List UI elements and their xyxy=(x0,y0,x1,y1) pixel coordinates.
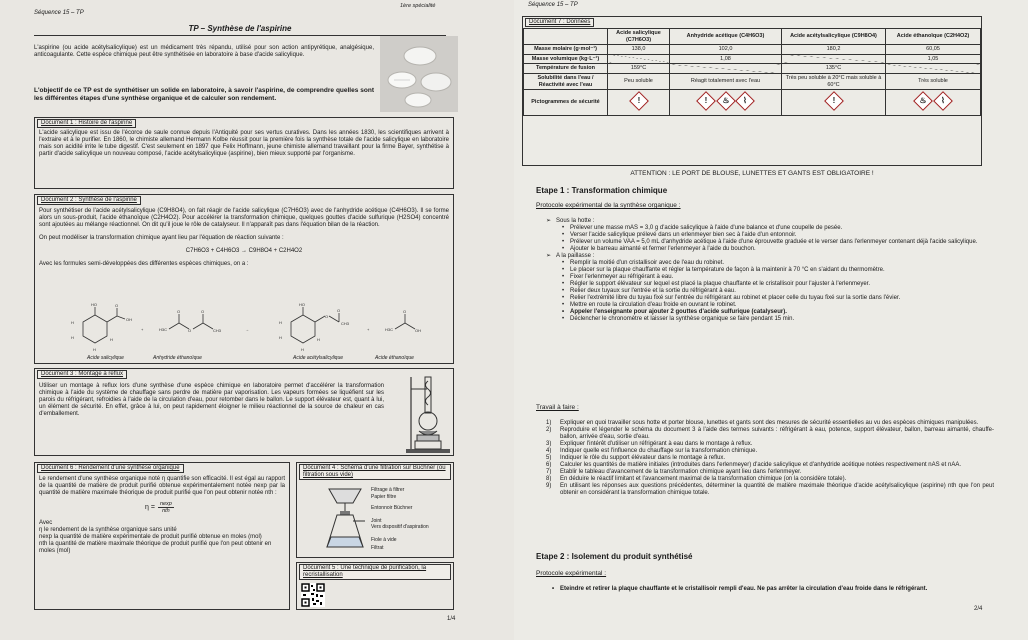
svg-text:OH: OH xyxy=(415,328,421,333)
table-header-cell: Acide salicylique (C7H6O3) xyxy=(608,29,670,45)
row-label: Température de fusion xyxy=(524,64,608,74)
question-item: 8) En déduire le réactif limitant et l'avancement maximal de la transformation chimique (on la considère totale). xyxy=(546,476,847,482)
table-header-cell xyxy=(524,29,608,45)
sequence-label: Séquence 15 – TP xyxy=(528,2,578,8)
document-1-label: Document 1 : Histoire de l'aspirine xyxy=(37,119,136,128)
svg-text:O: O xyxy=(337,308,341,313)
table-row xyxy=(524,64,981,74)
flame-hazard-icon: ♨ xyxy=(716,91,736,111)
document-2-text: Pour synthétiser de l'acide acétylsalicylique (C9H8O4), on fait réagir de l'acide salicylique (C7H6O3) avec de l'anhydride acétique (C4H6O3). Il se forme alors un sous-produit, l'acide éthanoïque (C2H4O2). Pour accélérer la transformation chimique, quelques gouttes d'acide sulfurique (H2SO4) concentré sont ajoutées au mélange réactionnel. On dit qu'il joue le rôle de catalyseur. Il n'apparaît pas dans l'équation bilan de la réaction. xyxy=(39,208,449,228)
question-item: 3) Expliquer l'intérêt d'utiliser un réfrigérant à eau dans le montage à reflux. xyxy=(546,441,753,447)
level-label: 1ère spécialité xyxy=(400,3,436,9)
row-label: Masse molaire (g·mol⁻¹) xyxy=(524,45,608,55)
buchner-legend-5: Vers dispositif d'aspiration xyxy=(371,524,429,530)
pictogram-cell xyxy=(670,90,782,116)
svg-text:+: + xyxy=(367,327,370,332)
question-item: 2) Reproduire et légender le schéma du document 3 à l'aide des termes suivants : réfrigérant à eau, potence, support élévateur, ballon, barreau aimanté, chauffe-ballon, arrivée d'eau, sortie d'eau. xyxy=(546,427,994,440)
list-item: • Fixer l'erlenmeyer au réfrigérant à eau. xyxy=(570,274,994,281)
objective-text: L'objectif de ce TP est de synthétiser un solide en laboratoire, à savoir l'aspirine, de comprendre quelles sont les différentes étapes d'une synthèse organique et de calculer son rendement. xyxy=(34,87,374,102)
list-item: • Mettre en route la circulation d'eau froide en ouvrant le robinet. xyxy=(570,302,994,309)
buchner-legend-3: Entonnoir Büchner xyxy=(371,505,413,511)
svg-text:+: + xyxy=(141,327,144,332)
buchner-filtration-diagram xyxy=(323,485,367,555)
list-item: • Relier l'extrémité libre du tuyau fixé sur l'entrée du réfrigérant au robinet et placer celle du tuyau fixé sur la sortie dans l'évier. xyxy=(570,295,994,302)
list-item: • Ajouter le barreau aimanté et fermer l'erlenmeyer à l'aide du bouchon. xyxy=(570,246,994,253)
table-cell: 159°C xyxy=(608,64,670,74)
document-3 xyxy=(34,368,454,456)
list-item: • Eteindre et retirer la plaque chauffante et le cristallisoir rempli d'eau. Ne pas arrêter la circulation d'eau froide dans le réfrigérant. xyxy=(560,586,986,593)
document-4 xyxy=(296,462,454,558)
svg-text:H: H xyxy=(279,335,282,340)
document-6-def-3: nth la quantité de matière maximale théorique de produit purifié que l'on peut obtenir en moles (mol) xyxy=(39,541,272,554)
document-3-label: Document 3 : Montage à reflux xyxy=(37,370,127,379)
list-item: • Appeler l'enseignante pour ajouter 2 gouttes d'acide sulfurique (catalyseur). xyxy=(570,309,994,316)
mol-label-4: Acide éthanoïque xyxy=(375,355,414,361)
svg-text:H3C: H3C xyxy=(159,327,168,332)
pictogram-cell xyxy=(608,90,670,116)
svg-text:H: H xyxy=(279,320,282,325)
exclamation-hazard-icon: ! xyxy=(696,91,716,111)
qr-code-icon[interactable] xyxy=(301,583,325,607)
formula-numerator: nexp xyxy=(159,501,172,507)
intro-text: L'aspirine (ou acide acétylsalicylique) est un médicament très répandu, utilisé pour son action antipyrétique, analgésique, anticoagulante. Cette espèce chimique peut être synthétisée en laboratoire à base d'acide salicylique. xyxy=(34,45,374,58)
list-item: • Prélever un volume VAA = 5,0 mL d'anhydride acétique à l'aide d'une éprouvette graduée et le verser dans l'erlenmeyer contenant déjà l'acide salicylique. xyxy=(570,239,994,246)
row-label: Pictogrammes de sécurité xyxy=(524,90,608,116)
table-cell: Très soluble xyxy=(886,73,981,89)
etape-1-title: Etape 1 : Transformation chimique xyxy=(536,186,668,195)
document-6-def-2: nexp la quantité de matière expérimentale de produit purifié obtenue en moles (mol) xyxy=(39,534,262,540)
document-2-model: On peut modéliser la transformation chimique ayant lieu par l'équation de réaction suivante : xyxy=(39,235,284,241)
hotte-heading: ➢ Sous la hotte : xyxy=(546,218,994,225)
corrosive-hazard-icon: ⌇ xyxy=(933,91,953,111)
document-7 xyxy=(522,16,982,166)
svg-text:O: O xyxy=(325,314,329,319)
svg-text:HO: HO xyxy=(91,302,97,307)
svg-text:CH3: CH3 xyxy=(213,328,222,333)
aspirin-pills-image xyxy=(380,36,458,112)
svg-text:H3C: H3C xyxy=(385,327,394,332)
table-cell: 1,05 xyxy=(886,54,981,64)
question-item: 1) Expliquer en quoi travailler sous hotte et porter blouse, lunettes et gants sont des mesures de sécurité essentielles au vu des espèces chimiques manipulées. xyxy=(546,420,979,426)
document-7-label: Document 7 : Données xyxy=(525,18,594,27)
document-1 xyxy=(34,117,454,189)
travail-heading: Travail à faire : xyxy=(536,404,579,411)
document-5-label: Document 5 : Une technique de purification, la recristallisation xyxy=(299,564,451,580)
svg-text:O: O xyxy=(177,309,181,314)
data-table xyxy=(523,28,981,116)
table-cell: 1,08 xyxy=(670,54,782,64)
pictogram-cell xyxy=(886,90,981,116)
table-row xyxy=(524,90,981,116)
flame-hazard-icon: ♨ xyxy=(913,91,933,111)
svg-text:O: O xyxy=(115,303,119,308)
row-label: Masse volumique (kg·L⁻¹) xyxy=(524,54,608,64)
table-cell: Réagit totalement avec l'eau xyxy=(670,73,782,89)
buchner-legend-6: Fiole à vide xyxy=(371,537,397,543)
yield-formula xyxy=(145,501,289,514)
svg-text:H: H xyxy=(301,347,304,352)
document-5 xyxy=(296,562,454,610)
list-item: • Relier deux tuyaux sur l'entrée et la sortie du réfrigérant à eau. xyxy=(570,288,994,295)
list-item: • Déclencher le chronomètre et laisser la synthèse organique se faire pendant 15 min. xyxy=(570,316,994,323)
question-item: 9) En utilisant les réponses aux questions précédentes, déterminer la quantité de matière maximale théorique d'acide acétylsalicylique (aspirine) nth que l'on peut obtenir en considérant la transformation chimique totale. xyxy=(546,483,994,496)
table-cell: 102,0 xyxy=(670,45,782,55)
questions-list xyxy=(536,420,994,497)
svg-text:O: O xyxy=(403,309,407,314)
table-cell: 135°C xyxy=(782,64,886,74)
table-header-cell: Acide acétylsalicylique (C9H8O4) xyxy=(782,29,886,45)
document-6-text: Le rendement d'une synthèse organique noté η quantifie son efficacité. Il est égal au rapport de la quantité de matière de produit purifié obtenue expérimentalement notée nexp par la quantité de matière maximale théorique de produit purifié que l'on peut obtenir notée nth : xyxy=(39,476,285,496)
attention-banner: ATTENTION : LE PORT DE BLOUSE, LUNETTES ET GANTS EST OBLIGATOIRE ! xyxy=(630,170,874,177)
document-6 xyxy=(34,462,290,610)
exclamation-hazard-icon: ! xyxy=(824,91,844,111)
mol-label-2: Anhydride éthanoïque xyxy=(153,355,202,361)
document-6-avec: Avec xyxy=(39,520,53,526)
document-3-text: Utiliser un montage à reflux lors d'une synthèse d'une espèce chimique en laboratoire permet d'accélérer la transformation chimique à l'aide du système de chauffage sans perdre de matière par vaporisation. Les vapeurs formées se liquéfient sur les parois du réfrigérant, refroidies à l'aide de la circulation d'eau, pour retomber dans le ballon. Le support élévateur est, quant à lui, un élément de sécurité. En effet, grâce à lui, on peut rapidement éloigner le milieu réactionnel de la source de chaleur en cas d'emballement. xyxy=(39,383,384,417)
row-label: Solubilité dans l'eau / Réactivité avec l'eau xyxy=(524,73,608,89)
table-cell: Peu soluble xyxy=(608,73,670,89)
question-item: 5) Indiquer le rôle du support élévateur dans le montage à reflux. xyxy=(546,455,726,461)
table-cell: 138,0 xyxy=(608,45,670,55)
svg-text:H: H xyxy=(110,337,113,342)
document-2 xyxy=(34,194,454,364)
document-4-label: Document 4 : Schéma d'une filtration sur Büchner (ou filtration sous vide) xyxy=(299,464,451,480)
mol-label-1: Acide salicylique xyxy=(87,355,124,361)
sequence-label: Séquence 15 – TP xyxy=(34,10,84,16)
list-item: • Remplir la moitié d'un cristallisoir avec de l'eau du robinet. xyxy=(570,260,994,267)
svg-text:H: H xyxy=(71,335,74,340)
question-item: 7) Etablir le tableau d'avancement de la transformation chimique ayant lieu dans l'erlenmeyer. xyxy=(546,469,802,475)
svg-text:H: H xyxy=(93,347,96,352)
page-right xyxy=(514,0,1028,640)
etape-2-list xyxy=(536,586,986,593)
list-item: • Verser l'acide salicylique prélevé dans un erlenmeyer bien sec à l'aide d'un entonnoir. xyxy=(570,232,994,239)
document-6-label: Document 6 : Rendement d'une synthèse organique xyxy=(37,464,184,473)
pictogram-cell xyxy=(782,90,886,116)
page-number: 2/4 xyxy=(974,606,983,612)
table-header-cell: Anhydride acétique (C4H6O3) xyxy=(670,29,782,45)
table-cell: Très peu soluble à 20°C mais soluble à 60°C xyxy=(782,73,886,89)
reaction-equation: C7H6O3 + C4H6O3 → C9H8O4 + C2H4O2 xyxy=(185,248,303,254)
document-2-label: Document 2 : Synthèse de l'aspirine xyxy=(37,196,141,205)
table-cell: 60,05 xyxy=(886,45,981,55)
exclamation-hazard-icon: ! xyxy=(629,91,649,111)
list-item: • Le placer sur la plaque chauffante et régler la température de façon à la maintenir à 70 °C en s'aidant du thermomètre. xyxy=(570,267,994,274)
question-item: 4) Indiquer quelle est l'influence du chauffage sur la transformation chimique. xyxy=(546,448,758,454)
buchner-legend-7: Filtrat xyxy=(371,545,384,551)
svg-text:H: H xyxy=(317,337,320,342)
table-cell-na xyxy=(670,64,782,74)
reflux-apparatus-diagram xyxy=(405,375,451,455)
formula-denominator: nth xyxy=(162,508,170,514)
page-title: TP – Synthèse de l'aspirine xyxy=(34,24,446,36)
svg-text:CH3: CH3 xyxy=(341,321,350,326)
corrosive-hazard-icon: ⌇ xyxy=(735,91,755,111)
etape-1-steps xyxy=(546,218,994,323)
svg-text:O: O xyxy=(201,309,205,314)
table-cell-na xyxy=(608,54,670,64)
list-item: • Prélever une masse mAS = 3,0 g d'acide salicylique à l'aide d'une balance et d'une coupelle de pesée. xyxy=(570,225,994,232)
svg-text:HO: HO xyxy=(299,302,305,307)
svg-text:→: → xyxy=(245,327,249,332)
table-header-row xyxy=(524,29,981,45)
buchner-legend-4: Joint xyxy=(371,518,382,524)
document-2-formulas: Avec les formules semi-développées des différentes espèces chimiques, on a : xyxy=(39,261,249,267)
table-cell: 180,2 xyxy=(782,45,886,55)
table-row xyxy=(524,54,981,64)
buchner-legend-2: Papier filtre xyxy=(371,494,397,500)
formula-lhs: η = xyxy=(145,503,155,511)
table-row xyxy=(524,73,981,89)
svg-text:H: H xyxy=(71,320,74,325)
page-number: 1/4 xyxy=(447,616,456,622)
table-cell-na xyxy=(886,64,981,74)
table-header-cell: Acide éthanoïque (C2H4O2) xyxy=(886,29,981,45)
question-item: 6) Calculer les quantités de matière initiales (introduites dans l'erlenmeyer) d'acide salicylique et d'anhydride acétique notées respectivement nAS et nAA. xyxy=(546,462,961,468)
structural-formulas xyxy=(55,301,445,357)
table-cell-na xyxy=(782,54,886,64)
list-item: • Régler le support élévateur sur lequel est placé la plaque chauffante et le cristallisoir pour l'ajuster à l'erlenmeyer. xyxy=(570,281,994,288)
etape-1-protocol: Protocole expérimental de la synthèse organique : xyxy=(536,202,681,209)
buchner-legend-1: Filtrage à filtrer xyxy=(371,487,405,493)
table-row xyxy=(524,45,981,55)
document-6-def-1: η le rendement de la synthèse organique sans unité xyxy=(39,527,177,533)
svg-text:OH: OH xyxy=(126,317,132,322)
etape-2-title: Etape 2 : Isolement du produit synthétisé xyxy=(536,552,693,561)
document-1-text: L'acide salicylique est issu de l'écorce de saule connue depuis l'Antiquité pour ses vertus curatives. Dans les années 1830, les scientifiques arrivent à l'extraire et à le purifier. En 1860, le chimiste allemand Hermann Kolbe réussit pour la première fois la synthèse totale de l'acide salicylique en laboratoire mais son acidité irrite le tube digestif. C'est seulement en 1897 que Felix Hoffmann, jeune chimiste allemand travaillant pour la firme Bayer, synthétise à partir d'acide salicylique un nouveau composé, l'acide acétylsalicylique (aspirine), bien mieux supporté par l'organisme. xyxy=(39,130,449,157)
svg-text:O: O xyxy=(188,328,192,333)
mol-label-3: Acide acétylsalicylique xyxy=(293,355,344,361)
paillasse-heading: ➢ A la paillasse : xyxy=(546,253,994,260)
etape-2-protocol: Protocole expérimental : xyxy=(536,570,607,577)
